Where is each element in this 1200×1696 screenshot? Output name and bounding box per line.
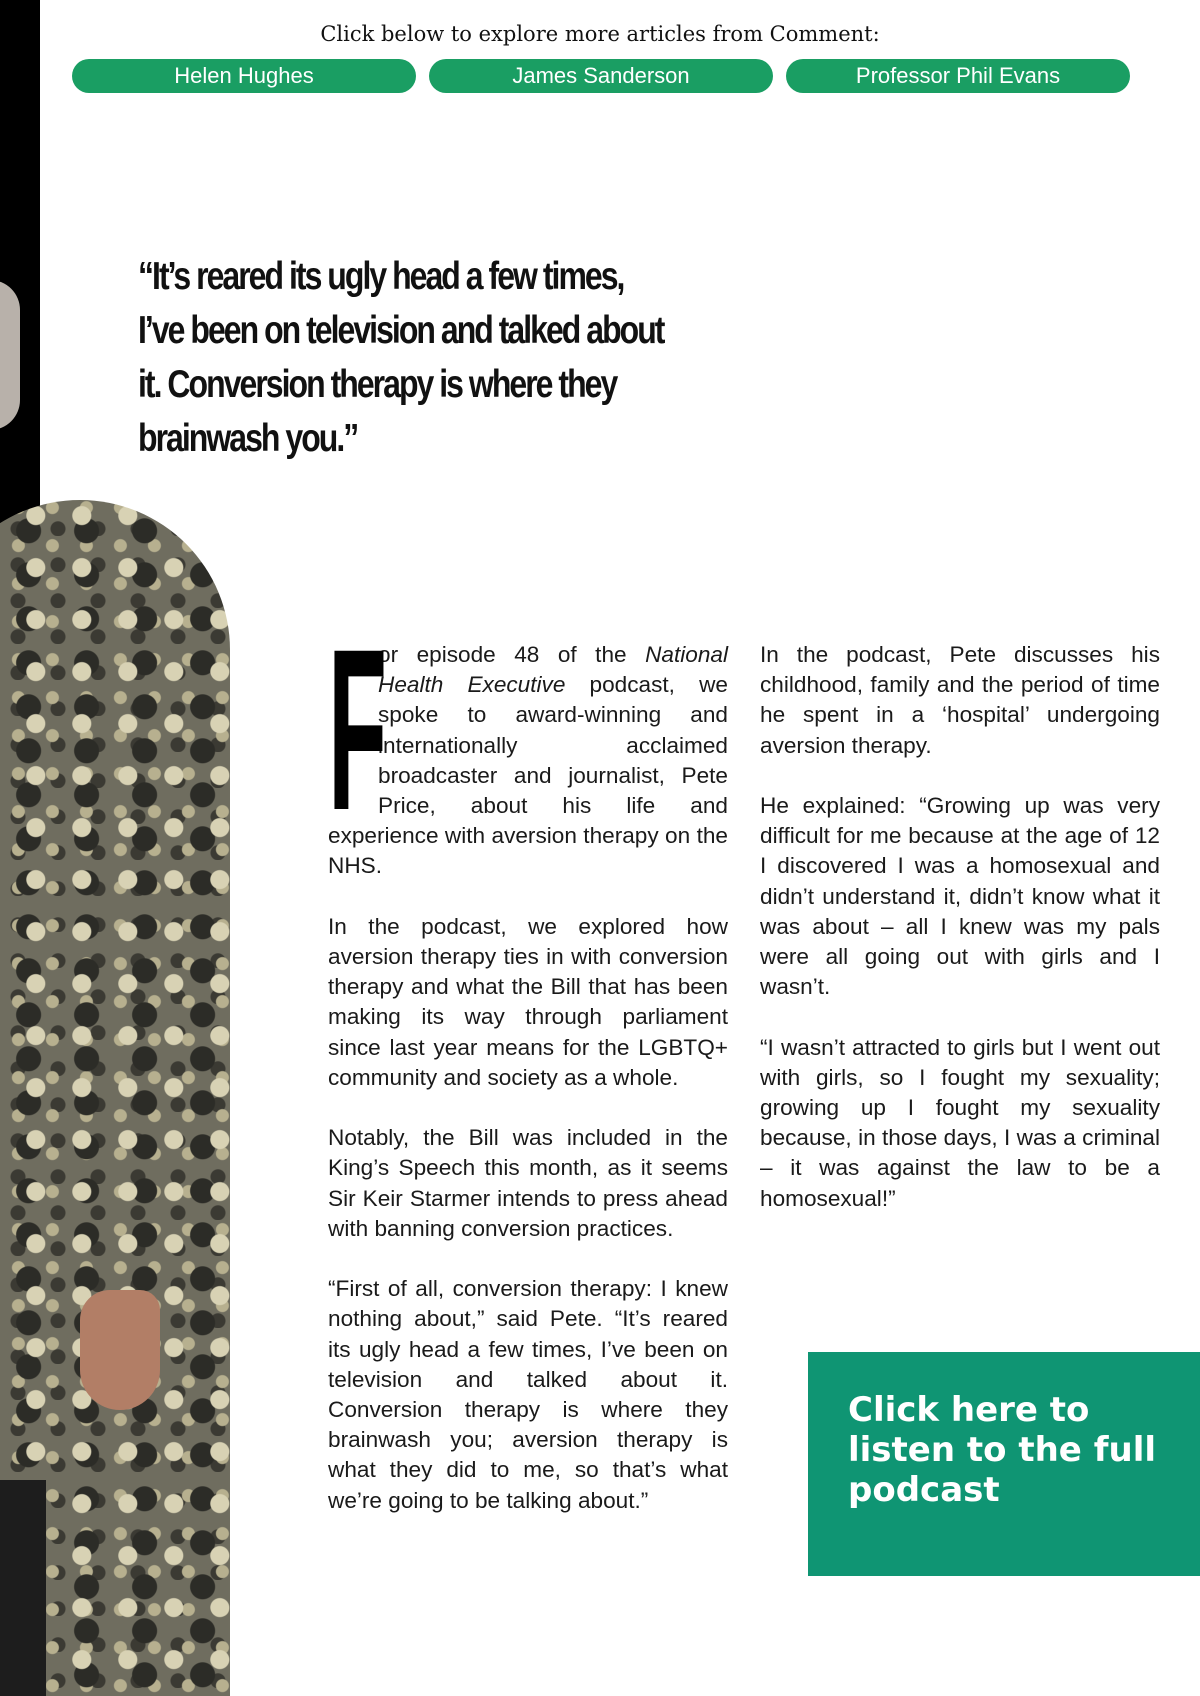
article-column-right — [760, 640, 1160, 1244]
article-paragraph: In the podcast, we explored how aversion therapy ties in with conversion therapy and what the Bill that has been making its way through parliament since last year means for the LGBTQ+ community and society as a whole. — [328, 913, 728, 1090]
article-paragraph: Notably, the Bill was included in the King’s Speech this month, as it seems Sir Keir Starmer intends to press ahead with banning conversion practices. — [328, 1125, 728, 1241]
article-column-left — [328, 601, 728, 1546]
article-paragraph: He explained: “Growing up was very difficult for me because at the age of 12 I discovered I was a homosexual and didn’t understand it, didn’t know what it was about – all I knew was my pals were all going out with girls and I wasn’t. — [760, 793, 1160, 1000]
article-paragraph: “First of all, conversion therapy: I knew nothing about,” said Pete. “It’s reared its ugly head a few times, I’ve been on television and talked about it. Conversion therapy is where they brainwash you; aversion therapy is what they did to me, so that’s what we’re going to be talking about.” — [328, 1276, 728, 1513]
article-paragraph: “I wasn’t attracted to girls but I went out with girls, so I fought my sexuality; growing up I fought my sexuality because, in those days, I was a criminal – it was against the law to be a homosexual!” — [760, 1034, 1160, 1211]
author-link-phil-evans[interactable]: Professor Phil Evans — [786, 59, 1130, 93]
portrait-trousers — [0, 1480, 46, 1696]
listen-podcast-label: Click here to listen to the full podcast — [848, 1390, 1157, 1510]
explore-more-label: Click below to explore more articles from Comment: — [320, 22, 880, 46]
article-paragraph: In the podcast, Pete discusses his childhood, family and the period of time he spent in a ‘hospital’ undergoing aversion therapy. — [760, 642, 1160, 758]
author-link-james-sanderson[interactable]: James Sanderson — [429, 59, 773, 93]
pull-quote: “It’s reared its ugly head a few times, I’ve been on television and talked about it. Conversion therapy is where they brainwash you.” — [138, 255, 664, 460]
publication-name: National Health Executive — [378, 642, 728, 698]
portrait-hand — [80, 1290, 160, 1410]
article-paragraph: F or episode 48 of the National Health Executive podcast, we spoke to award-winning and internationally acclaimed broadcaster and journalist, Pete Price, about his life and experience with aversion therapy on the NHS. — [328, 601, 728, 879]
portrait-head — [0, 280, 20, 430]
dropcap: F — [328, 601, 388, 858]
author-link-helen-hughes[interactable]: Helen Hughes — [72, 59, 416, 93]
listen-podcast-button[interactable] — [808, 1352, 1200, 1576]
